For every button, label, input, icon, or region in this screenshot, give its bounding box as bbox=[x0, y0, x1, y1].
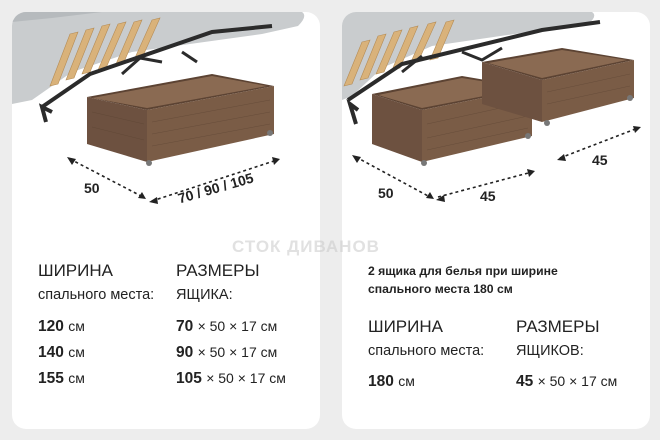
size-value-row: 70 × 50 × 17 см bbox=[176, 318, 278, 335]
sofa-two-drawers-illustration bbox=[342, 12, 650, 242]
drawer2-width-dimension: 45 bbox=[592, 152, 608, 168]
drawer1-width-dimension: 45 bbox=[480, 188, 496, 204]
width-value-row: 120 см bbox=[38, 318, 85, 335]
sofa-drawer-illustration bbox=[12, 12, 320, 242]
sizes-subheader: ЯЩИКОВ: bbox=[516, 343, 584, 359]
width-subheader: спального места: bbox=[368, 343, 485, 359]
size-value-row: 90 × 50 × 17 см bbox=[176, 344, 278, 361]
note-line-2: спального места 180 см bbox=[368, 282, 513, 296]
right-card bbox=[342, 12, 650, 429]
width-dimension: 70 / 90 / 105 bbox=[176, 169, 256, 207]
size-value-row: 45 × 50 × 17 см bbox=[516, 373, 618, 390]
width-value-row: 155 см bbox=[38, 370, 85, 387]
width-header: ШИРИНА bbox=[368, 317, 443, 336]
size-value-row: 105 × 50 × 17 см bbox=[176, 370, 286, 387]
watermark: СТОК ДИВАНОВ bbox=[232, 237, 380, 256]
sizes-header: РАЗМЕРЫ bbox=[176, 261, 260, 280]
note-line-1: 2 ящика для белья при ширине bbox=[368, 264, 558, 278]
width-header: ШИРИНА bbox=[38, 261, 113, 280]
depth-dimension: 50 bbox=[378, 185, 394, 201]
left-card bbox=[12, 12, 320, 429]
width-value-row: 180 см bbox=[368, 373, 415, 390]
sizes-subheader: ЯЩИКА: bbox=[176, 287, 233, 303]
width-subheader: спального места: bbox=[38, 287, 155, 303]
depth-dimension: 50 bbox=[84, 180, 100, 196]
sizes-header: РАЗМЕРЫ bbox=[516, 317, 600, 336]
width-value-row: 140 см bbox=[38, 344, 85, 361]
